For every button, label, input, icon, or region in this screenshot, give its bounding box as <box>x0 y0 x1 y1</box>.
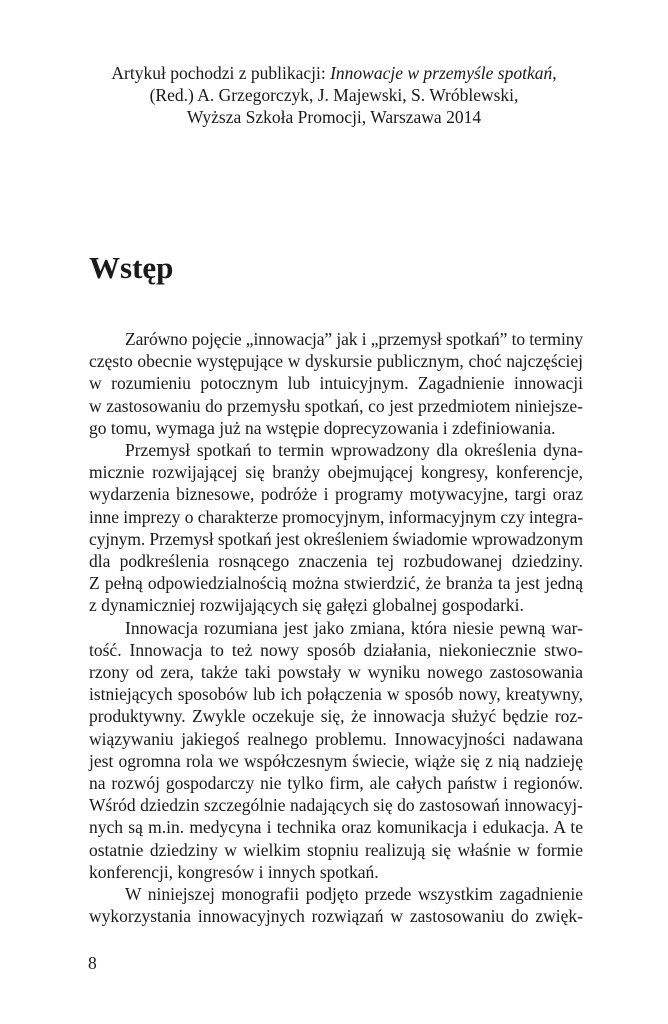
text-line: Przemysł spotkań to termin wprowadzony dla określenia dyna- <box>125 440 583 461</box>
page-number: 8 <box>88 953 97 973</box>
text-line: tość. Innowacja to też nowy sposób działania, niekoniecznie stwo- <box>89 639 583 660</box>
text-line: nych są m.in. medycyna i technika oraz komunikacja i edukacja. A te <box>89 817 583 838</box>
source-note-line-1 <box>60 62 608 84</box>
text-line: Z pełną odpowiedzialnością można stwierdzić, że branża ta jest jedną <box>89 573 583 594</box>
source-note-editors: (Red.) A. Grzegorczyk, J. Majewski, S. Wróblewski, <box>149 85 519 105</box>
text-line: Zarówno pojęcie „innowacja” jak i „przemysł spotkań” to terminy <box>125 329 583 349</box>
text-line: wykorzystania innowacyjnych rozwiązań w zastosowaniu do zwięk- <box>89 906 583 927</box>
source-note-suffix: , <box>552 63 557 83</box>
text-line: micznie rozwijającej się branży obejmującej kongresy, konferencje, <box>89 462 583 483</box>
source-note-prefix: Artykuł pochodzi z publikacji: <box>111 63 331 83</box>
source-note-publisher: Wyższa Szkoła Promocji, Warszawa 2014 <box>186 107 482 127</box>
paragraph-1 <box>89 328 583 439</box>
text-line: często obecnie występujące w dyskursie publicznym, choć najczęściej <box>89 351 583 372</box>
text-line: wiązywaniu jakiegoś realnego problemu. Innowacyjności nadawana <box>89 728 583 749</box>
text-line: cyjnym. Przemysł spotkań jest określeniem świadomie wprowadzonym <box>89 528 583 549</box>
text-line: rzony od zera, także taki powstały w wyniku nowego zastosowania <box>89 662 583 683</box>
paragraph-2 <box>89 439 583 617</box>
text-line: jest ogromna rola we współczesnym świecie, wiąże się z nią nadzieję <box>89 750 583 771</box>
text-line: inne imprezy o charakterze promocyjnym, informacyjnym czy integra- <box>89 506 583 527</box>
text-line: produktywny. Zwykle oczekuje się, że innowacja służyć będzie roz- <box>89 706 583 727</box>
text-line: dla podkreślenia rosnącego znaczenia tej rozbudowanej dziedziny. <box>89 551 583 572</box>
text-line: wydarzenia biznesowe, podróże i programy motywacyjne, targi oraz <box>89 484 583 505</box>
text-line: konferencji, kongresów i innych spotkań. <box>89 861 379 882</box>
text-line: W niniejszej monografii podjęto przede wszystkim zagadnienie <box>125 884 583 905</box>
text-line: Wśród dziedzin szczególnie nadających się do zastosowań innowacyj- <box>89 795 583 816</box>
text-line: w rozumieniu potocznym lub intuicyjnym. Zagadnienie innowacji <box>89 373 583 394</box>
section-heading: Wstęp <box>89 250 174 285</box>
text-line: na rozwój gospodarczy nie tylko firm, ale całych państw i regionów. <box>89 773 583 794</box>
paragraph-3 <box>89 617 583 883</box>
body-text <box>89 328 583 927</box>
text-line: istniejących sposobów lub ich połączenia w sposób nowy, kreatywny, <box>89 684 583 705</box>
text-line: go tomu, wymaga już na wstępie doprecyzowania i zdefiniowania. <box>89 417 556 438</box>
text-line: z dynamiczniej rozwijających się gałęzi globalnej gospodarki. <box>89 595 524 616</box>
publication-title: Innowacje w przemyśle spotkań <box>330 63 553 83</box>
text-line: ostatnie dziedziny w wielkim stopniu realizują się właśnie w formie <box>89 839 583 860</box>
text-line: w zastosowaniu do przemysłu spotkań, co jest przedmiotem niniejsze- <box>89 395 583 416</box>
source-note <box>60 62 608 128</box>
paragraph-4 <box>89 883 583 927</box>
text-line: Innowacja rozumiana jest jako zmiana, która niesie pewną war- <box>125 617 583 638</box>
